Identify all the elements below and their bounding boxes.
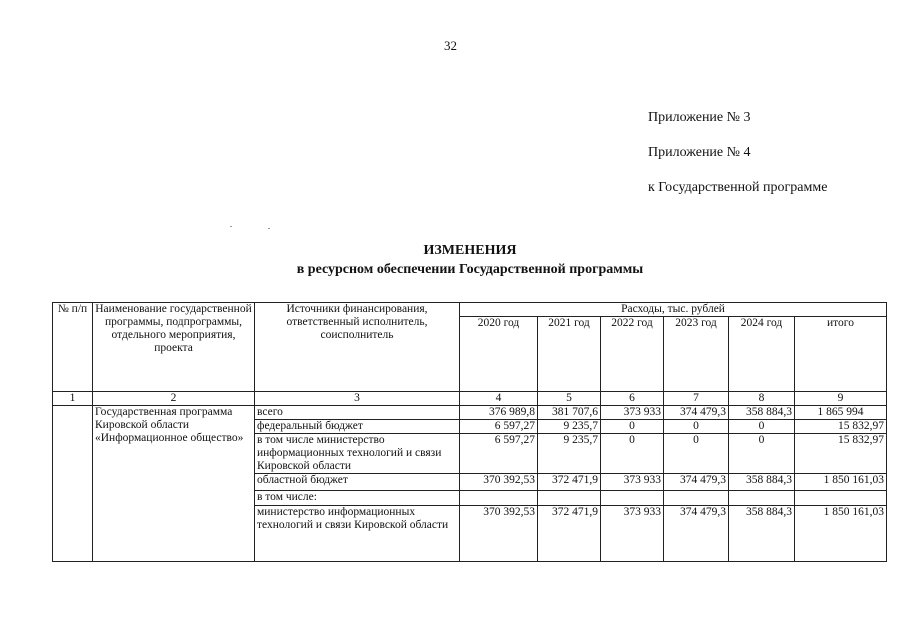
value-cell: 0 — [601, 420, 664, 434]
source-cell: областной бюджет — [255, 474, 460, 491]
col-number: 7 — [664, 392, 729, 406]
col-number: 5 — [538, 392, 601, 406]
header-year-2021: 2021 год — [538, 317, 601, 392]
value-cell: 15 832,97 — [795, 434, 887, 474]
source-cell: министерство информационных технологий и связи Кировской области — [255, 506, 460, 562]
value-cell: 358 884,3 — [729, 474, 795, 491]
value-cell: 9 235,7 — [538, 434, 601, 474]
col-number: 1 — [53, 392, 93, 406]
column-numbers-row — [53, 392, 887, 406]
value-cell: 0 — [664, 434, 729, 474]
value-cell: 373 933 — [601, 406, 664, 420]
header-year-2024: 2024 год — [729, 317, 795, 392]
document-subtitle: в ресурсном обеспечении Государственной программы — [296, 262, 644, 277]
value-cell: 9 235,7 — [538, 420, 601, 434]
row-num-cell — [53, 406, 93, 562]
scan-speck — [230, 226, 232, 227]
page-number: 32 — [444, 38, 457, 53]
value-cell — [664, 491, 729, 506]
value-cell: 6 597,27 — [460, 420, 538, 434]
value-cell: 370 392,53 — [460, 474, 538, 491]
program-name: Государственная программа Кировской области «Информационное общество» — [93, 406, 255, 562]
value-cell: 0 — [601, 434, 664, 474]
value-cell — [538, 491, 601, 506]
source-cell: в том числе: — [255, 491, 460, 506]
value-cell: 0 — [729, 434, 795, 474]
header-total: итого — [795, 317, 887, 392]
source-cell: в том числе министерство информационных технологий и связи Кировской области — [255, 434, 460, 474]
value-cell — [795, 491, 887, 506]
source-cell: всего — [255, 406, 460, 420]
value-cell: 374 479,3 — [664, 506, 729, 562]
table-row — [53, 406, 887, 420]
scan-speck — [268, 228, 270, 229]
value-cell: 372 471,9 — [538, 506, 601, 562]
value-cell: 374 479,3 — [664, 474, 729, 491]
source-cell: федеральный бюджет — [255, 420, 460, 434]
appendix-line-3: к Государственной программе — [648, 180, 828, 195]
value-cell: 370 392,53 — [460, 506, 538, 562]
header-year-2023: 2023 год — [664, 317, 729, 392]
col-number: 3 — [255, 392, 460, 406]
col-number: 8 — [729, 392, 795, 406]
resource-table — [52, 302, 887, 562]
value-cell: 372 471,9 — [538, 474, 601, 491]
value-cell: 6 597,27 — [460, 434, 538, 474]
header-name: Наименование государственной программы, подпрограммы, отдельного мероприятия, проекта — [93, 303, 255, 392]
appendix-line-1: Приложение № 3 — [648, 110, 751, 125]
value-cell: 1 865 994 — [795, 406, 887, 420]
header-num: № п/п — [53, 303, 93, 392]
value-cell: 358 884,3 — [729, 406, 795, 420]
header-source: Источники финансирования, ответственный исполнитель, соисполнитель — [255, 303, 460, 392]
appendix-line-2: Приложение № 4 — [648, 145, 751, 160]
value-cell: 358 884,3 — [729, 506, 795, 562]
value-cell: 15 832,97 — [795, 420, 887, 434]
value-cell: 381 707,6 — [538, 406, 601, 420]
header-year-2020: 2020 год — [460, 317, 538, 392]
value-cell — [460, 491, 538, 506]
header-year-2022: 2022 год — [601, 317, 664, 392]
col-number: 4 — [460, 392, 538, 406]
value-cell — [601, 491, 664, 506]
value-cell: 376 989,8 — [460, 406, 538, 420]
col-number: 9 — [795, 392, 887, 406]
value-cell: 1 850 161,03 — [795, 506, 887, 562]
value-cell — [729, 491, 795, 506]
value-cell: 373 933 — [601, 506, 664, 562]
value-cell: 374 479,3 — [664, 406, 729, 420]
value-cell: 0 — [729, 420, 795, 434]
document-title: ИЗМЕНЕНИЯ — [423, 243, 517, 258]
value-cell: 1 850 161,03 — [795, 474, 887, 491]
col-number: 6 — [601, 392, 664, 406]
header-expenses: Расходы, тыс. рублей — [460, 303, 887, 317]
value-cell: 373 933 — [601, 474, 664, 491]
value-cell: 0 — [664, 420, 729, 434]
table-header-row — [53, 303, 887, 317]
col-number: 2 — [93, 392, 255, 406]
